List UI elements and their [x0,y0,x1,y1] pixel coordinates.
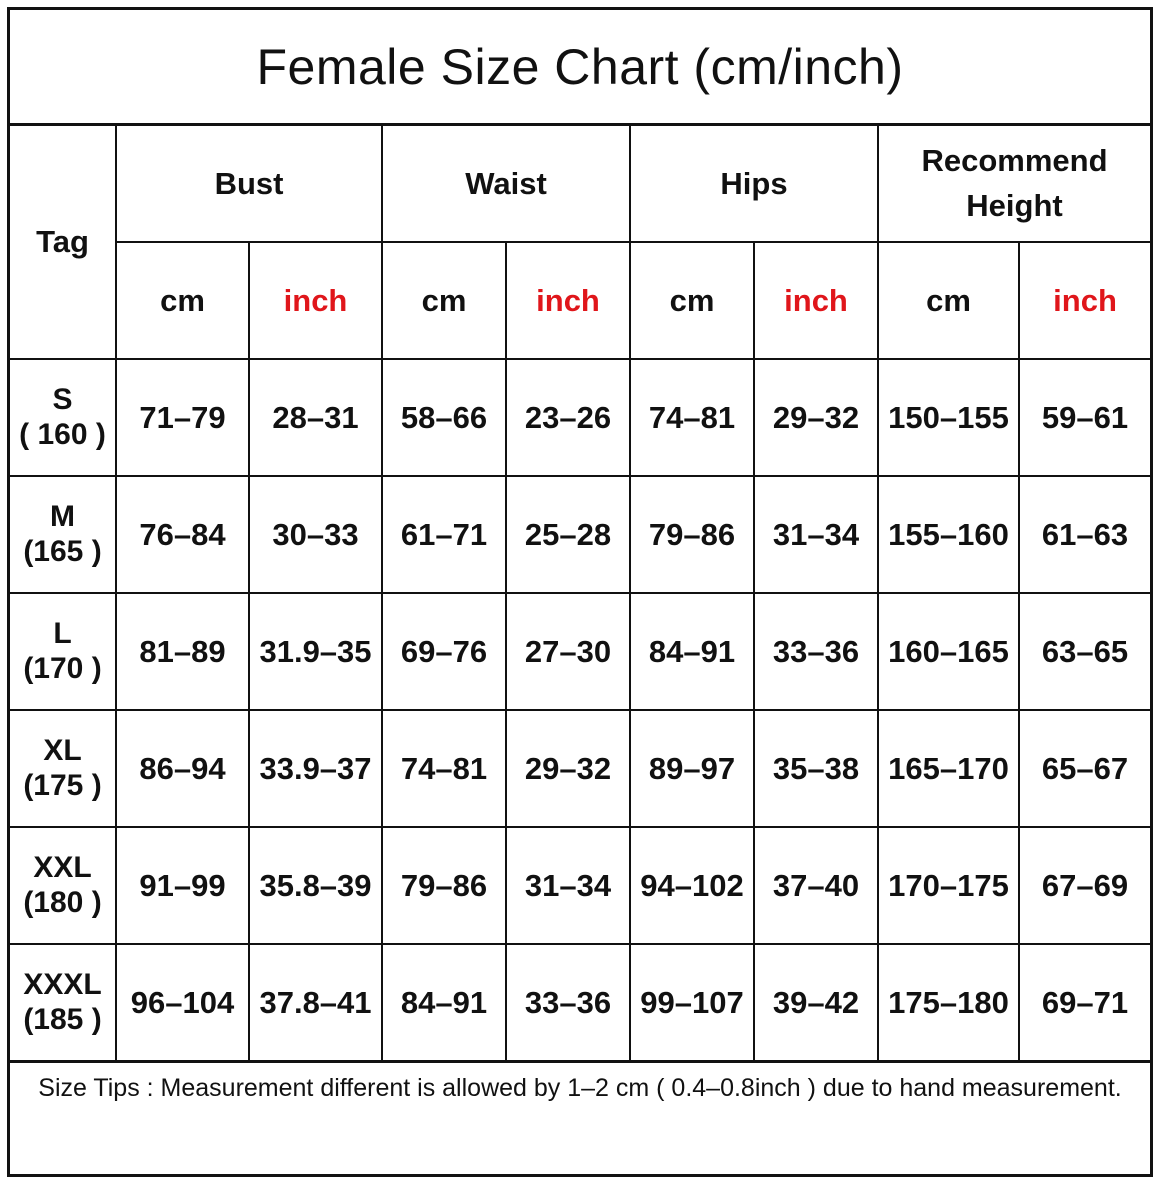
value-cell-bust-inch: 31.9–35 [249,593,382,710]
value-cell-height-inch: 69–71 [1019,944,1150,1061]
value-cell-hips-inch: 29–32 [754,359,878,476]
value-cell-height-inch: 65–67 [1019,710,1150,827]
size-height-label: (175 ) [23,768,102,802]
value-cell-waist-cm: 79–86 [382,827,506,944]
value-cell-waist-inch: 23–26 [506,359,630,476]
value-cell-waist-inch: 31–34 [506,827,630,944]
value-cell-hips-inch: 31–34 [754,476,878,593]
value-cell-waist-cm: 58–66 [382,359,506,476]
unit-header-bust-inch: inch [249,242,382,359]
size-tag-cell [10,593,116,710]
value-cell-hips-inch: 39–42 [754,944,878,1061]
value-cell-height-cm: 175–180 [878,944,1019,1061]
value-cell-hips-inch: 33–36 [754,593,878,710]
value-cell-hips-cm: 89–97 [630,710,754,827]
unit-header-row [10,242,1150,359]
size-label: S [52,383,73,416]
tag-header: Tag [10,126,116,359]
value-cell-bust-cm: 71–79 [116,359,249,476]
unit-header-height-inch: inch [1019,242,1150,359]
value-cell-waist-inch: 33–36 [506,944,630,1061]
size-label: M [50,500,75,533]
size-label: XXL [33,851,92,884]
value-cell-waist-inch: 29–32 [506,710,630,827]
value-cell-hips-cm: 99–107 [630,944,754,1061]
value-cell-hips-cm: 74–81 [630,359,754,476]
unit-header-waist-cm: cm [382,242,506,359]
size-tag-cell [10,476,116,593]
group-header-row [10,126,1150,242]
value-cell-height-inch: 61–63 [1019,476,1150,593]
value-cell-height-cm: 155–160 [878,476,1019,593]
unit-header-bust-cm: cm [116,242,249,359]
value-cell-height-inch: 67–69 [1019,827,1150,944]
table-row [10,944,1150,1061]
table-row [10,359,1150,476]
value-cell-waist-cm: 74–81 [382,710,506,827]
size-tips-note: Size Tips : Measurement different is allowed by 1–2 cm ( 0.4–0.8inch ) due to hand measurement. [10,1061,1150,1174]
value-cell-height-cm: 160–165 [878,593,1019,710]
value-cell-bust-cm: 81–89 [116,593,249,710]
table-row [10,476,1150,593]
group-header-waist: Waist [382,126,630,242]
value-cell-bust-cm: 86–94 [116,710,249,827]
size-tag-cell [10,827,116,944]
value-cell-bust-cm: 96–104 [116,944,249,1061]
value-cell-height-cm: 150–155 [878,359,1019,476]
value-cell-height-cm: 165–170 [878,710,1019,827]
value-cell-waist-cm: 69–76 [382,593,506,710]
group-header-recommend-height: Recommend Height [878,126,1150,242]
value-cell-bust-inch: 37.8–41 [249,944,382,1061]
value-cell-height-inch: 59–61 [1019,359,1150,476]
value-cell-hips-inch: 35–38 [754,710,878,827]
value-cell-waist-inch: 27–30 [506,593,630,710]
value-cell-bust-inch: 35.8–39 [249,827,382,944]
value-cell-bust-cm: 91–99 [116,827,249,944]
value-cell-height-cm: 170–175 [878,827,1019,944]
value-cell-waist-inch: 25–28 [506,476,630,593]
value-cell-height-inch: 63–65 [1019,593,1150,710]
value-cell-bust-inch: 33.9–37 [249,710,382,827]
size-tag-cell [10,359,116,476]
size-chart [7,7,1153,1177]
size-tag-cell [10,710,116,827]
size-height-label: (165 ) [23,534,102,568]
size-label: L [53,617,72,650]
size-height-label: (170 ) [23,651,102,685]
group-header-hips: Hips [630,126,878,242]
table-row [10,710,1150,827]
value-cell-bust-inch: 30–33 [249,476,382,593]
value-cell-hips-cm: 94–102 [630,827,754,944]
unit-header-height-cm: cm [878,242,1019,359]
table-row [10,827,1150,944]
group-header-bust: Bust [116,126,382,242]
size-height-label: (180 ) [23,885,102,919]
chart-title: Female Size Chart (cm/inch) [10,10,1150,126]
value-cell-hips-cm: 79–86 [630,476,754,593]
unit-header-waist-inch: inch [506,242,630,359]
unit-header-hips-inch: inch [754,242,878,359]
value-cell-hips-inch: 37–40 [754,827,878,944]
size-height-label: ( 160 ) [19,417,106,451]
unit-header-hips-cm: cm [630,242,754,359]
size-tag-cell [10,944,116,1061]
table-row [10,593,1150,710]
value-cell-waist-cm: 61–71 [382,476,506,593]
size-height-label: (185 ) [23,1002,102,1036]
value-cell-waist-cm: 84–91 [382,944,506,1061]
value-cell-bust-cm: 76–84 [116,476,249,593]
size-table [10,126,1150,1062]
value-cell-bust-inch: 28–31 [249,359,382,476]
size-label: XL [43,734,82,767]
value-cell-hips-cm: 84–91 [630,593,754,710]
size-label: XXXL [23,968,102,1001]
